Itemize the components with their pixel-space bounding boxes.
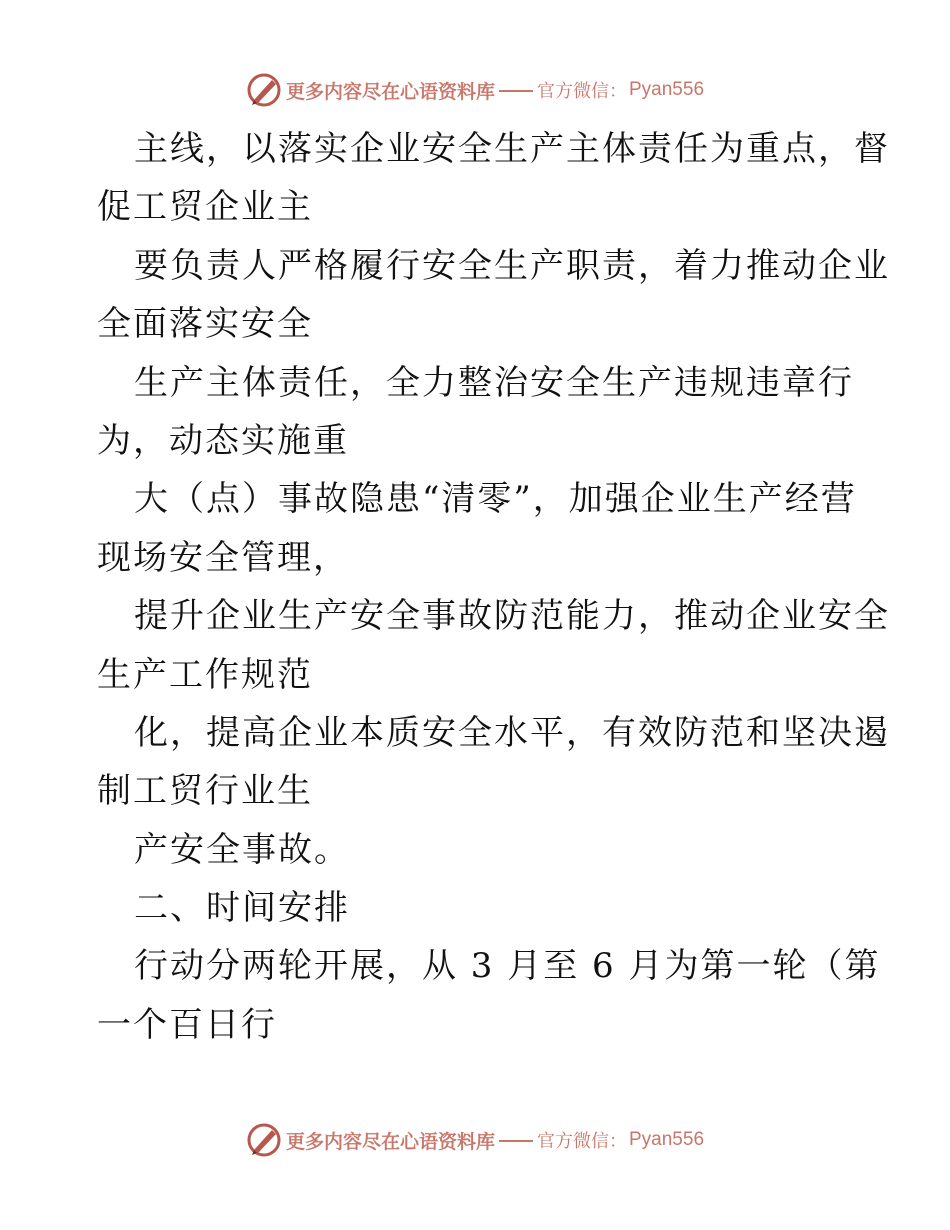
- text-line: 化，提高企业本质安全水平，有效防范和坚决遏: [134, 712, 890, 753]
- text-line: 主线，以落实企业安全生产主体责任为重点，督: [134, 129, 890, 169]
- text-line: 产安全事故。: [134, 829, 350, 870]
- text-line: 促工贸企业主: [97, 187, 313, 228]
- pen-logo-icon: [246, 1122, 282, 1158]
- header-banner: [0, 70, 950, 110]
- banner-wechat-id: Pyan556: [629, 79, 705, 100]
- text-line: 生产工作规范: [97, 654, 313, 695]
- text-line: 行动分两轮开展，从 3 月至 6 月为第一轮（第: [134, 946, 881, 987]
- text-line: 一个百日行: [97, 1004, 277, 1045]
- banner-wechat-id: Pyan556: [629, 1129, 705, 1150]
- document-body: [97, 120, 890, 1054]
- text-line: 要负责人严格履行安全生产职责，着力推动企业: [134, 245, 890, 286]
- banner-subtitle: 官方微信：: [537, 1131, 627, 1152]
- banner-title: 更多内容尽在心语资料库: [285, 80, 495, 103]
- banner-dash: [499, 1140, 533, 1142]
- text-line: 为，动态实施重: [97, 420, 349, 461]
- section-heading: 二、时间安排: [134, 888, 350, 929]
- banner-title: 更多内容尽在心语资料库: [285, 1130, 495, 1153]
- text-line: 生产主体责任，全力整治安全生产违规违章行: [134, 362, 854, 403]
- text-line: 制工贸行业生: [97, 771, 313, 812]
- banner-subtitle: 官方微信：: [537, 81, 627, 102]
- footer-banner: [0, 1120, 950, 1160]
- text-line: 全面落实安全: [97, 304, 313, 345]
- text-line: 现场安全管理，: [97, 537, 349, 578]
- text-line: 大（点）事故隐患“清零”，加强企业生产经营: [134, 479, 857, 520]
- text-line: 提升企业生产安全事故防范能力，推动企业安全: [134, 596, 890, 637]
- pen-logo-icon: [246, 72, 282, 108]
- banner-dash: [499, 90, 533, 92]
